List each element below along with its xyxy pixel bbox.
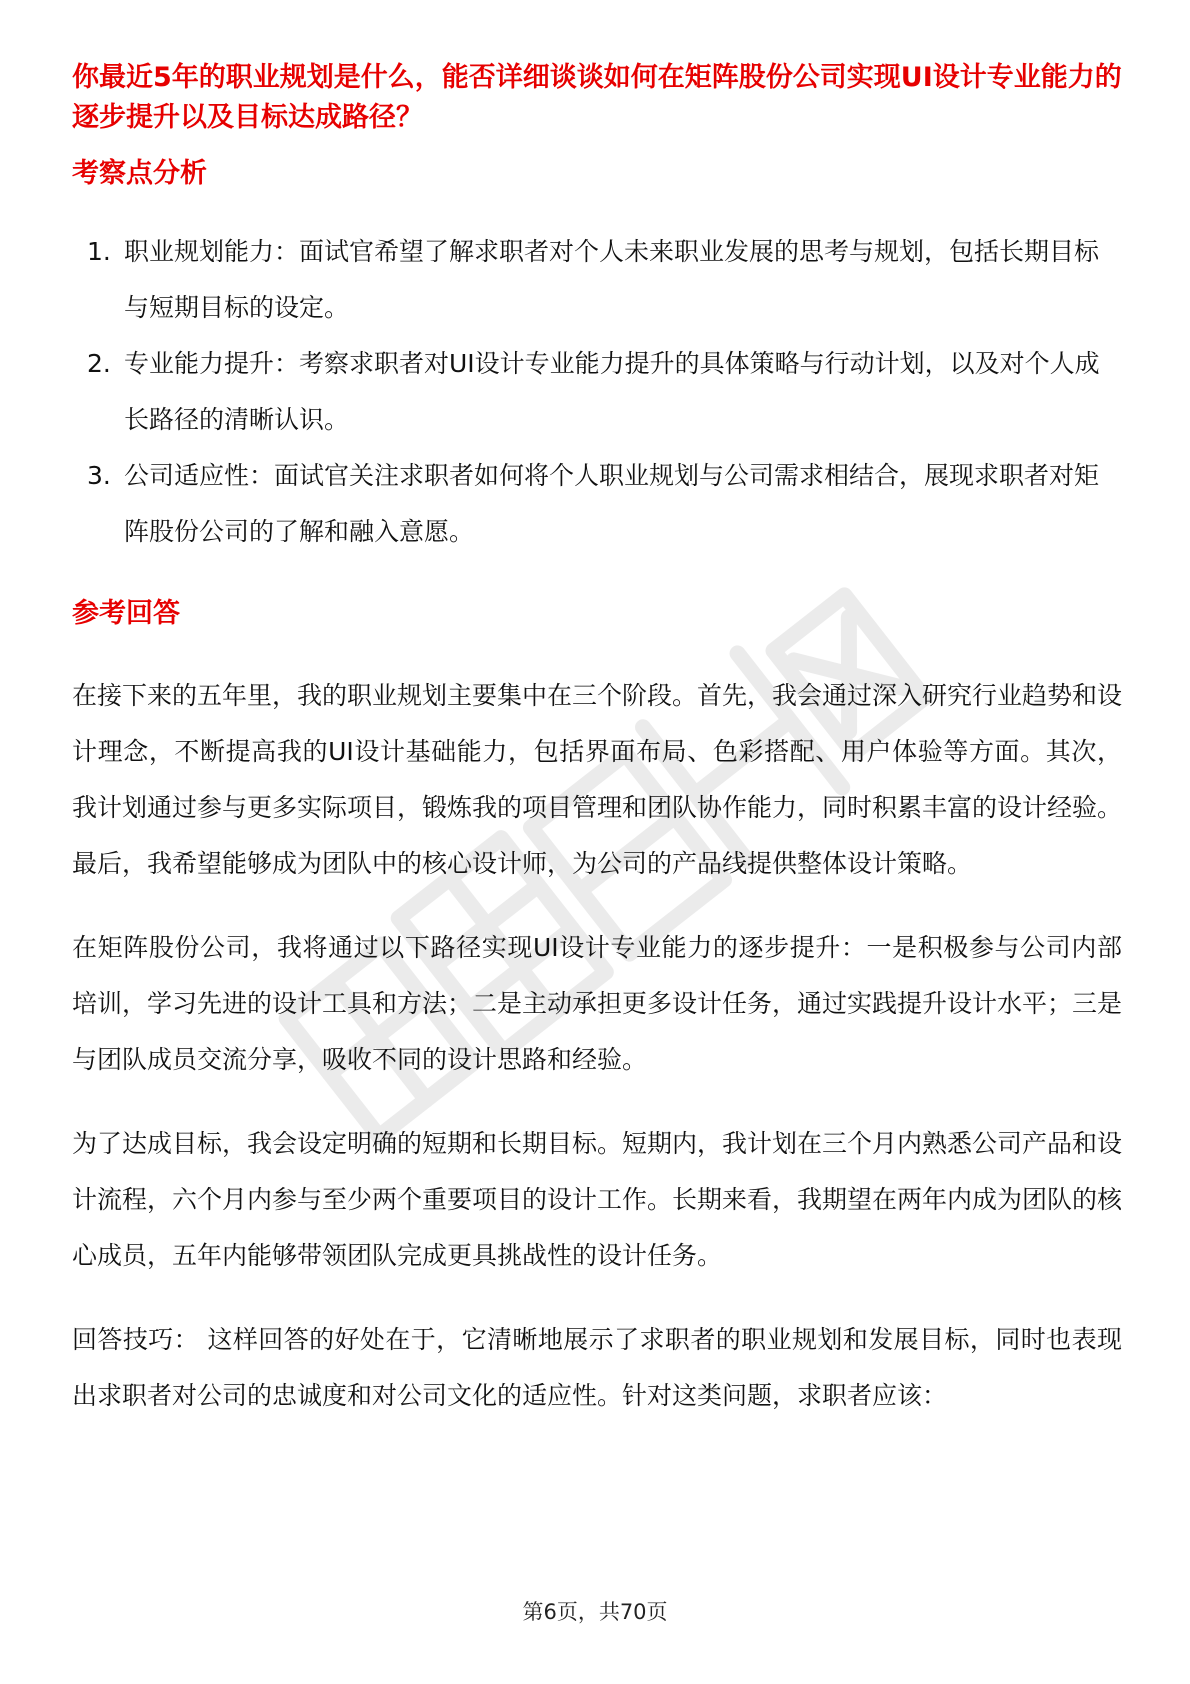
analysis-list (72, 224, 1122, 560)
tips-paragraph: 回答技巧： 这样回答的好处在于，它清晰地展示了求职者的职业规划和发展目标，同时也表现出求职者对公司的忠诚度和对公司文化的适应性。针对这类问题，求职者应该： (72, 1325, 1122, 1410)
list-item-text: 公司适应性：面试官关注求职者如何将个人职业规划与公司需求相结合，展现求职者对矩阵股份公司的了解和融入意愿。 (124, 461, 1100, 546)
list-item-text: 专业能力提升：考察求职者对UI设计专业能力提升的具体策略与行动计划，以及对个人成长路径的清晰认识。 (124, 349, 1100, 434)
list-item (72, 448, 1122, 560)
question-heading: 你最近5年的职业规划是什么，能否详细谈谈如何在矩阵股份公司实现UI设计专业能力的逐步提升以及目标达成路径？ (72, 62, 1122, 133)
page-footer: 第6页，共70页 (522, 1600, 668, 1624)
list-item (72, 224, 1122, 336)
answer-paragraph: 在矩阵股份公司，我将通过以下路径实现UI设计专业能力的逐步提升：一是积极参与公司内部培训，学习先进的设计工具和方法；二是主动承担更多设计任务，通过实践提升设计水平；三是与团队成员交流分享，吸收不同的设计思路和经验。 (72, 933, 1123, 1074)
list-item-text: 职业规划能力：面试官希望了解求职者对个人未来职业发展的思考与规划，包括长期目标与短期目标的设定。 (124, 237, 1100, 322)
answer-title: 参考回答 (72, 598, 180, 629)
document-body (72, 58, 1122, 1424)
list-number: 3. (87, 461, 111, 490)
answer-paragraph: 为了达成目标，我会设定明确的短期和长期目标。短期内，我计划在三个月内熟悉公司产品和设计流程，六个月内参与至少两个重要项目的设计工作。长期来看，我期望在两年内成为团队的核心成员，五年内能够带领团队完成更具挑战性的设计任务。 (72, 1129, 1123, 1270)
list-item (72, 336, 1122, 448)
list-number: 2. (87, 349, 111, 378)
answer-paragraph: 在接下来的五年里，我的职业规划主要集中在三个阶段。首先，我会通过深入研究行业趋势和设计理念，不断提高我的UI设计基础能力，包括界面布局、色彩搭配、用户体验等方面。其次，我计划通过参与更多实际项目，锻炼我的项目管理和团队协作能力，同时积累丰富的设计经验。最后，我希望能够成为团队中的核心设计师，为公司的产品线提供整体设计策略。 (72, 681, 1123, 878)
analysis-title: 考察点分析 (72, 158, 207, 189)
list-number: 1. (87, 237, 111, 266)
